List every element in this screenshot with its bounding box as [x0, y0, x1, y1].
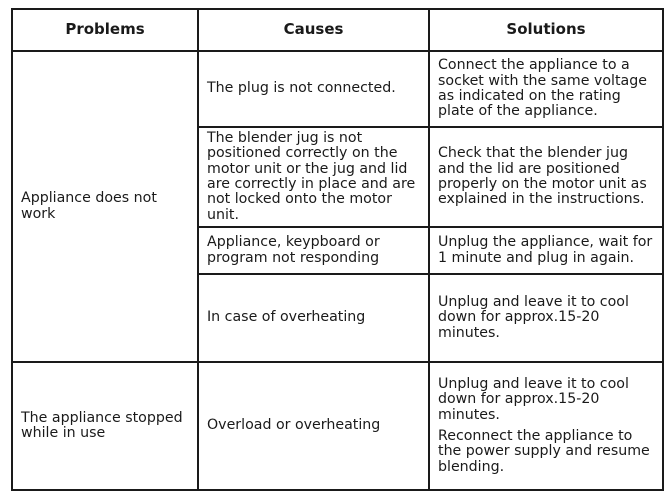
- cause-cell: In case of overheating: [198, 274, 429, 362]
- problem-cell: Appliance does not work: [12, 51, 198, 362]
- header-problems: Problems: [12, 9, 198, 51]
- cause-cell: The plug is not connected.: [198, 51, 429, 127]
- problem-cell: The appliance stopped while in use: [12, 362, 198, 490]
- solution-cell: [429, 362, 663, 490]
- table-row: [12, 362, 663, 490]
- solution-cell: Unplug and leave it to cool down for approx.15-20 minutes.: [429, 274, 663, 362]
- cause-cell: Appliance, keypboard or program not responding: [198, 227, 429, 274]
- cause-cell: Overload or overheating: [198, 362, 429, 490]
- solution-text-1: Unplug and leave it to cool down for approx.15-20 minutes.: [438, 375, 629, 423]
- header-row: [12, 9, 663, 51]
- solution-text-2: Reconnect the appliance to the power supply and resume blending.: [438, 428, 650, 475]
- solution-cell: Connect the appliance to a socket with the same voltage as indicated on the rating plate of the appliance.: [429, 51, 663, 127]
- header-solutions: Solutions: [429, 9, 663, 51]
- solution-cell: Unplug the appliance, wait for 1 minute and plug in again.: [429, 227, 663, 274]
- cause-cell: The blender jug is not positioned correctly on the motor unit or the jug and lid are correctly in place and are not locked onto the motor unit.: [198, 127, 429, 227]
- table-row: [12, 51, 663, 127]
- header-causes: Causes: [198, 9, 429, 51]
- troubleshooting-table: [11, 8, 664, 491]
- solution-cell: Check that the blender jug and the lid are positioned properly on the motor unit as explained in the instructions.: [429, 127, 663, 227]
